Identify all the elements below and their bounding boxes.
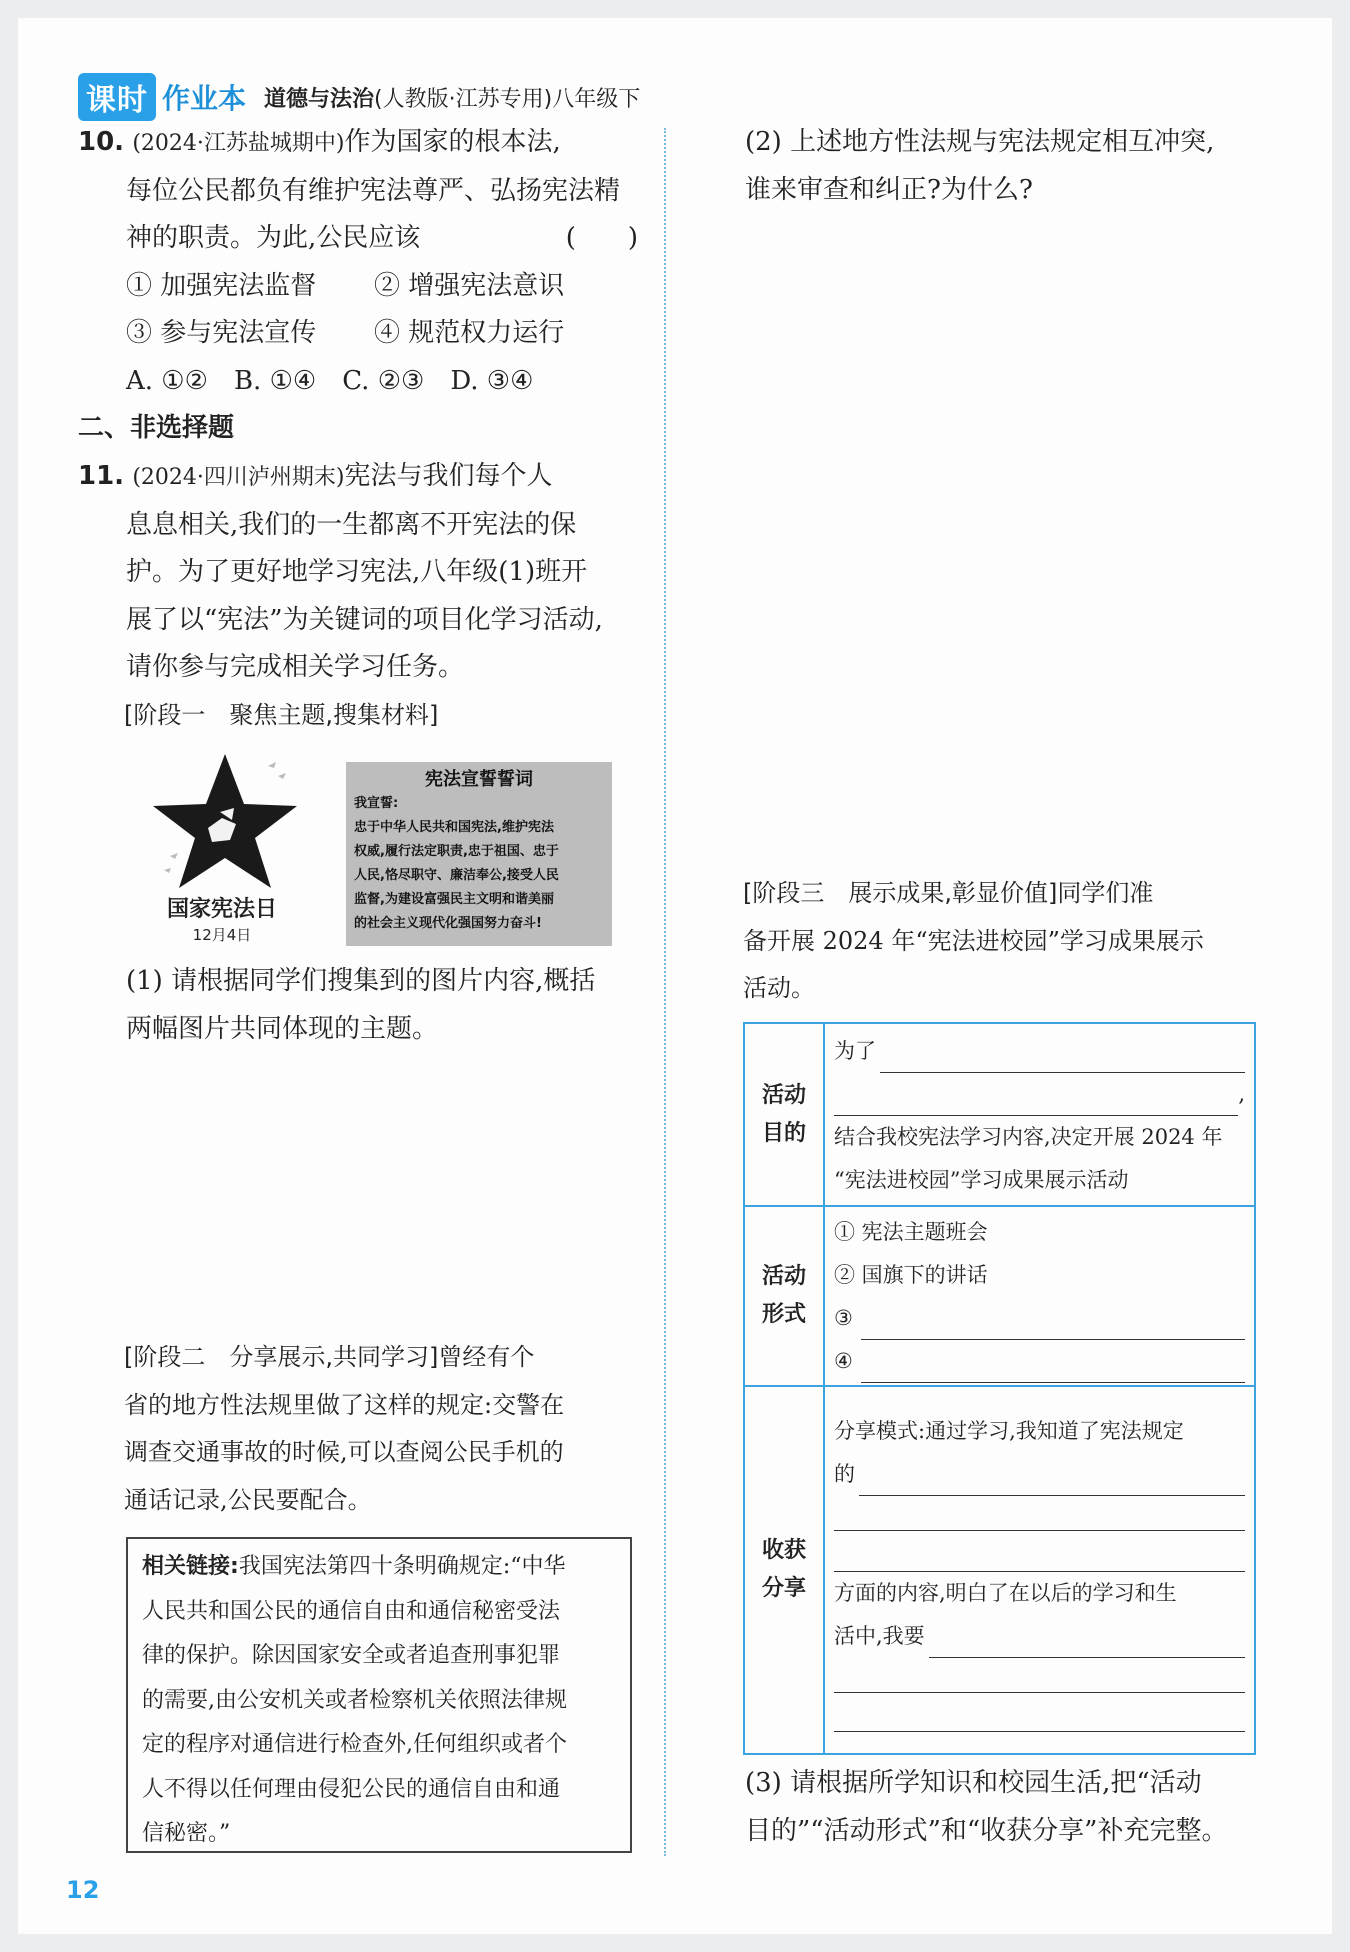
image-caption: 国家宪法日: [166, 897, 277, 922]
sub-question-3: [745, 1760, 1275, 1855]
oath-image: [346, 762, 612, 946]
subject-title: 道德与法治(人教版·江苏专用)八年级下: [264, 86, 641, 112]
harvest-text: 方面的内容,明白了在以后的学习和生: [834, 1581, 1177, 1605]
form-item: ④: [834, 1349, 853, 1373]
harvest-text: 的: [834, 1462, 855, 1486]
question-source: (2024·四川泸州期末): [132, 465, 345, 490]
form-item: ③: [834, 1306, 853, 1330]
statement-item: ③ 参与宪法宣传: [126, 318, 317, 348]
blank-harvest-1[interactable]: [859, 1467, 1245, 1496]
question-text: 神的职责。为此,公民应该: [126, 223, 421, 253]
sub-question-text: 谁来审查和纠正?为什么?: [745, 174, 1033, 205]
option-a[interactable]: A. ①②: [126, 365, 208, 396]
constitution-day-image: [150, 752, 290, 952]
sub-question-text: 目的”“活动形式”和“收获分享”补充完整。: [745, 1815, 1228, 1846]
stage-text: 通话记录,公民要配合。: [124, 1485, 372, 1514]
brand-logo: [78, 73, 246, 121]
stage-2-title: [阶段二 分享展示,共同学习]: [124, 1343, 439, 1371]
statement-item: ① 加强宪法监督: [126, 270, 317, 301]
question-text: 护。为了更好地学习宪法,八年级(1)班开: [126, 557, 588, 587]
link-label: 相关链接:: [142, 1554, 239, 1579]
star-icon: [150, 752, 300, 892]
related-link-box: [126, 1537, 632, 1853]
purpose-cell: [824, 1023, 1255, 1206]
sub-question-text: (1) 请根据同学们搜集到的图片内容,概括: [126, 966, 596, 996]
form-label: 活动形式: [744, 1206, 824, 1386]
question-text: 息息相关,我们的一生都离不开宪法的保: [126, 509, 577, 540]
question-number: 11.: [78, 461, 125, 491]
question-text: 请你参与完成相关学习任务。: [126, 652, 465, 682]
oath-title: 宪法宣誓誓词: [425, 769, 533, 790]
blank-harvest-4[interactable]: [929, 1629, 1245, 1658]
table-row: [744, 1386, 1255, 1754]
harvest-text: 活中,我要: [834, 1624, 925, 1648]
purpose-text: “宪法进校园”学习成果展示活动: [834, 1167, 1129, 1192]
image-date: 12月4日: [192, 926, 252, 944]
activity-table: [743, 1022, 1256, 1755]
question-source: (2024·江苏盐城期中): [132, 131, 345, 156]
blank-purpose-1[interactable]: [880, 1044, 1245, 1073]
table-row: [744, 1023, 1255, 1206]
material-images: [150, 752, 615, 952]
section-title: 二、非选择题: [78, 413, 235, 443]
blank-harvest-6[interactable]: [834, 1697, 1245, 1732]
stage-text: 省的地方性法规里做了这样的规定:交警在: [124, 1390, 565, 1419]
form-item: ① 宪法主题班会: [834, 1220, 988, 1244]
sub-question-text: 两幅图片共同体现的主题。: [126, 1013, 439, 1044]
link-text: 的需要,由公安机关或者检察机关依照法律规: [142, 1687, 567, 1713]
sub-question-text: (3) 请根据所学知识和校园生活,把“活动: [745, 1768, 1202, 1798]
blank-harvest-3[interactable]: [834, 1537, 1245, 1572]
question-11: [78, 453, 638, 739]
question-10: [78, 119, 638, 405]
link-text: 人民共和国公民的通信自由和通信秘密受法: [142, 1598, 561, 1624]
link-text: 定的程序对通信进行检查外,任何组织或者个: [142, 1732, 567, 1757]
header: [78, 72, 640, 122]
stage-3-title: [阶段三 展示成果,彰显价值]: [743, 879, 1058, 907]
question-text: 宪法与我们每个人: [344, 461, 553, 491]
question-text: 展了以“宪法”为关键词的项目化学习活动,: [126, 604, 603, 635]
answer-area-1[interactable]: [126, 1060, 646, 1340]
sub-question-2: [745, 119, 1265, 214]
stage-1-title: [阶段一 聚焦主题,搜集材料]: [124, 700, 439, 729]
blank-form-3[interactable]: [861, 1311, 1245, 1340]
stage-3: [743, 870, 1263, 1013]
logo-box: 课时: [78, 73, 156, 121]
harvest-label: 收获分享: [744, 1386, 824, 1754]
table-row: [744, 1206, 1255, 1386]
blank-harvest-2[interactable]: [834, 1496, 1245, 1531]
column-divider: [664, 128, 666, 1856]
page-number: 12: [66, 1876, 100, 1904]
option-c[interactable]: C. ②③: [342, 365, 425, 396]
question-number: 10.: [78, 127, 125, 157]
option-b[interactable]: B. ①④: [233, 365, 317, 396]
link-text: 我国宪法第四十条明确规定:“中华: [238, 1554, 566, 1579]
stage-text: 活动。: [743, 974, 815, 1002]
question-text: 每位公民都负有维护宪法尊严、弘扬宪法精: [126, 175, 621, 206]
stage-2: [124, 1334, 644, 1524]
statement-item: ④ 规范权力运行: [374, 318, 565, 348]
form-cell: [824, 1206, 1255, 1386]
logo-text: 作业本: [162, 82, 247, 115]
blank-harvest-5[interactable]: [834, 1658, 1245, 1693]
stage-text: 调查交通事故的时候,可以查阅公民手机的: [124, 1438, 564, 1466]
blank-form-4[interactable]: [861, 1354, 1245, 1383]
oath-text: 我宣誓: 忠于中华人民共和国宪法,维护宪法 权威,履行法定职责,忠于祖国、忠于 人民,恪尽职守、廉洁奉公,接受人民 监督,为建设富强民主文明和谐美丽 的社会主义现代化强国努力奋斗!: [354, 796, 559, 931]
form-item: ② 国旗下的讲话: [834, 1263, 988, 1287]
option-d[interactable]: D. ③④: [450, 365, 534, 396]
harvest-text: 分享模式:通过学习,我知道了宪法规定: [834, 1419, 1184, 1443]
question-text: 作为国家的根本法,: [344, 127, 561, 157]
harvest-cell: [824, 1386, 1255, 1754]
answer-area-2[interactable]: [745, 220, 1265, 860]
blank-purpose-2[interactable]: [834, 1087, 1238, 1116]
purpose-comma: ,: [1238, 1081, 1245, 1106]
purpose-prefix: 为了: [834, 1038, 876, 1063]
sub-question-text: (2) 上述地方性法规与宪法规定相互冲突,: [745, 127, 1215, 157]
answer-paren[interactable]: ( ): [565, 223, 638, 253]
purpose-text: 结合我校宪法学习内容,决定开展 2024 年: [834, 1124, 1223, 1149]
stage-text: 曾经有个: [438, 1343, 535, 1371]
stage-text: 备开展 2024 年“宪法进校园”学习成果展示: [743, 926, 1204, 955]
link-text: 律的保护。除因国家安全或者追查刑事犯罪: [142, 1643, 561, 1668]
stage-text: 同学们准: [1057, 879, 1154, 907]
sub-question-1: [126, 958, 646, 1053]
link-text: 信秘密。”: [142, 1821, 231, 1846]
statement-item: ② 增强宪法意识: [374, 270, 565, 301]
purpose-label: 活动目的: [744, 1023, 824, 1206]
link-text: 人不得以任何理由侵犯公民的通信自由和通: [142, 1776, 561, 1802]
